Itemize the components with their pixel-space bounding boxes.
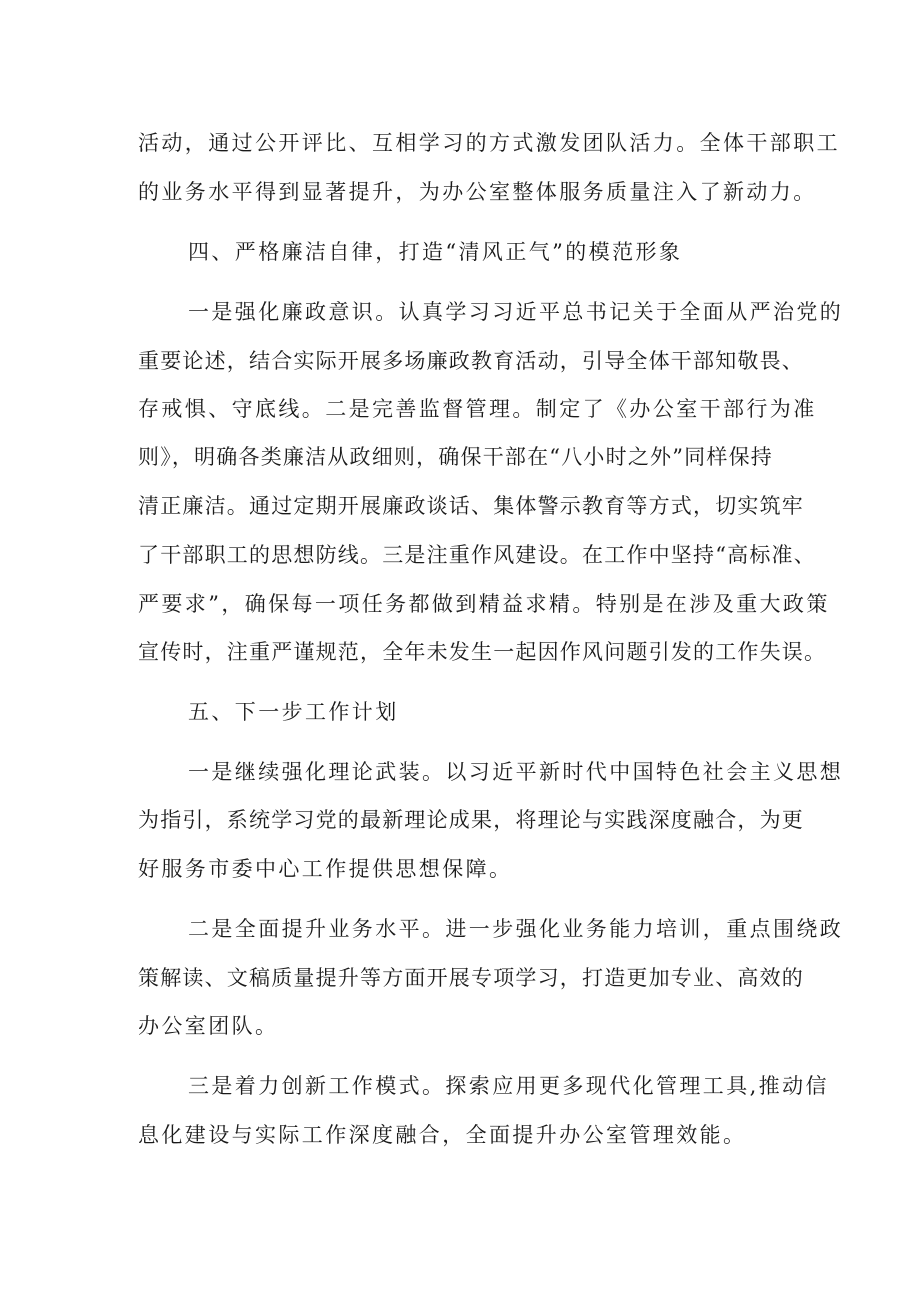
paragraph-line: 息化建设与实际工作深度融合，全面提升办公室管理效能。 [138,1123,747,1147]
paragraph-line: 清正廉洁。通过定期开展廉政谈话、集体警示教育等方式，切实筑牢 [138,494,804,518]
paragraph-line: 严要求”，确保每一项任务都做到精益求精。特别是在涉及重大政策 [138,592,830,616]
paragraph-line: 二是全面提升业务水平。进一步强化业务能力培训，重点围绕政 [188,917,844,941]
paragraph-line: 为指引，系统学习党的最新理论成果，将理论与实践深度融合，为更 [138,808,804,832]
paragraph-line: 重要论述，结合实际开展多场廉政教育活动，引导全体干部知敬畏、 [138,349,804,373]
paragraph-line: 办公室团队。 [138,1014,279,1038]
paragraph-line: 的业务水平得到显著提升，为办公室整体服务质量注入了新动力。 [138,180,817,204]
paragraph-line: 活动，通过公开评比、互相学习的方式激发团队活力。全体干部职工 [138,131,840,155]
paragraph-line: 一是强化廉政意识。认真学习习近平总书记关于全面从严治党的 [188,300,844,324]
section-heading-four: 四、严格廉洁自律，打造“清风正气”的模范形象 [188,240,683,264]
paragraph-line: 好服务市委中心工作提供思想保障。 [138,857,513,881]
paragraph-line: 了干部职工的思想防线。三是注重作风建设。在工作中坚持“高标准、 [138,543,816,567]
paragraph-line: 策解读、文稿质量提升等方面开展专项学习，打造更加专业、高效的 [138,966,804,990]
paragraph-line: 一是继续强化理论武装。以习近平新时代中国特色社会主义思想 [188,760,844,784]
section-heading-five: 五、下一步工作计划 [188,700,399,724]
paragraph-line: 存戒惧、守底线。二是完善监督管理。制定了《办公室干部行为准 [138,397,817,421]
paragraph-line: 三是着力创新工作模式。探索应用更多现代化管理工具,推动信 [188,1074,829,1098]
paragraph-line: 则》，明确各类廉洁从政细则，确保干部在“八小时之外”同样保持 [138,445,773,469]
paragraph-line: 宣传时，注重严谨规范，全年未发生一起因作风问题引发的工作失误。 [138,640,827,664]
